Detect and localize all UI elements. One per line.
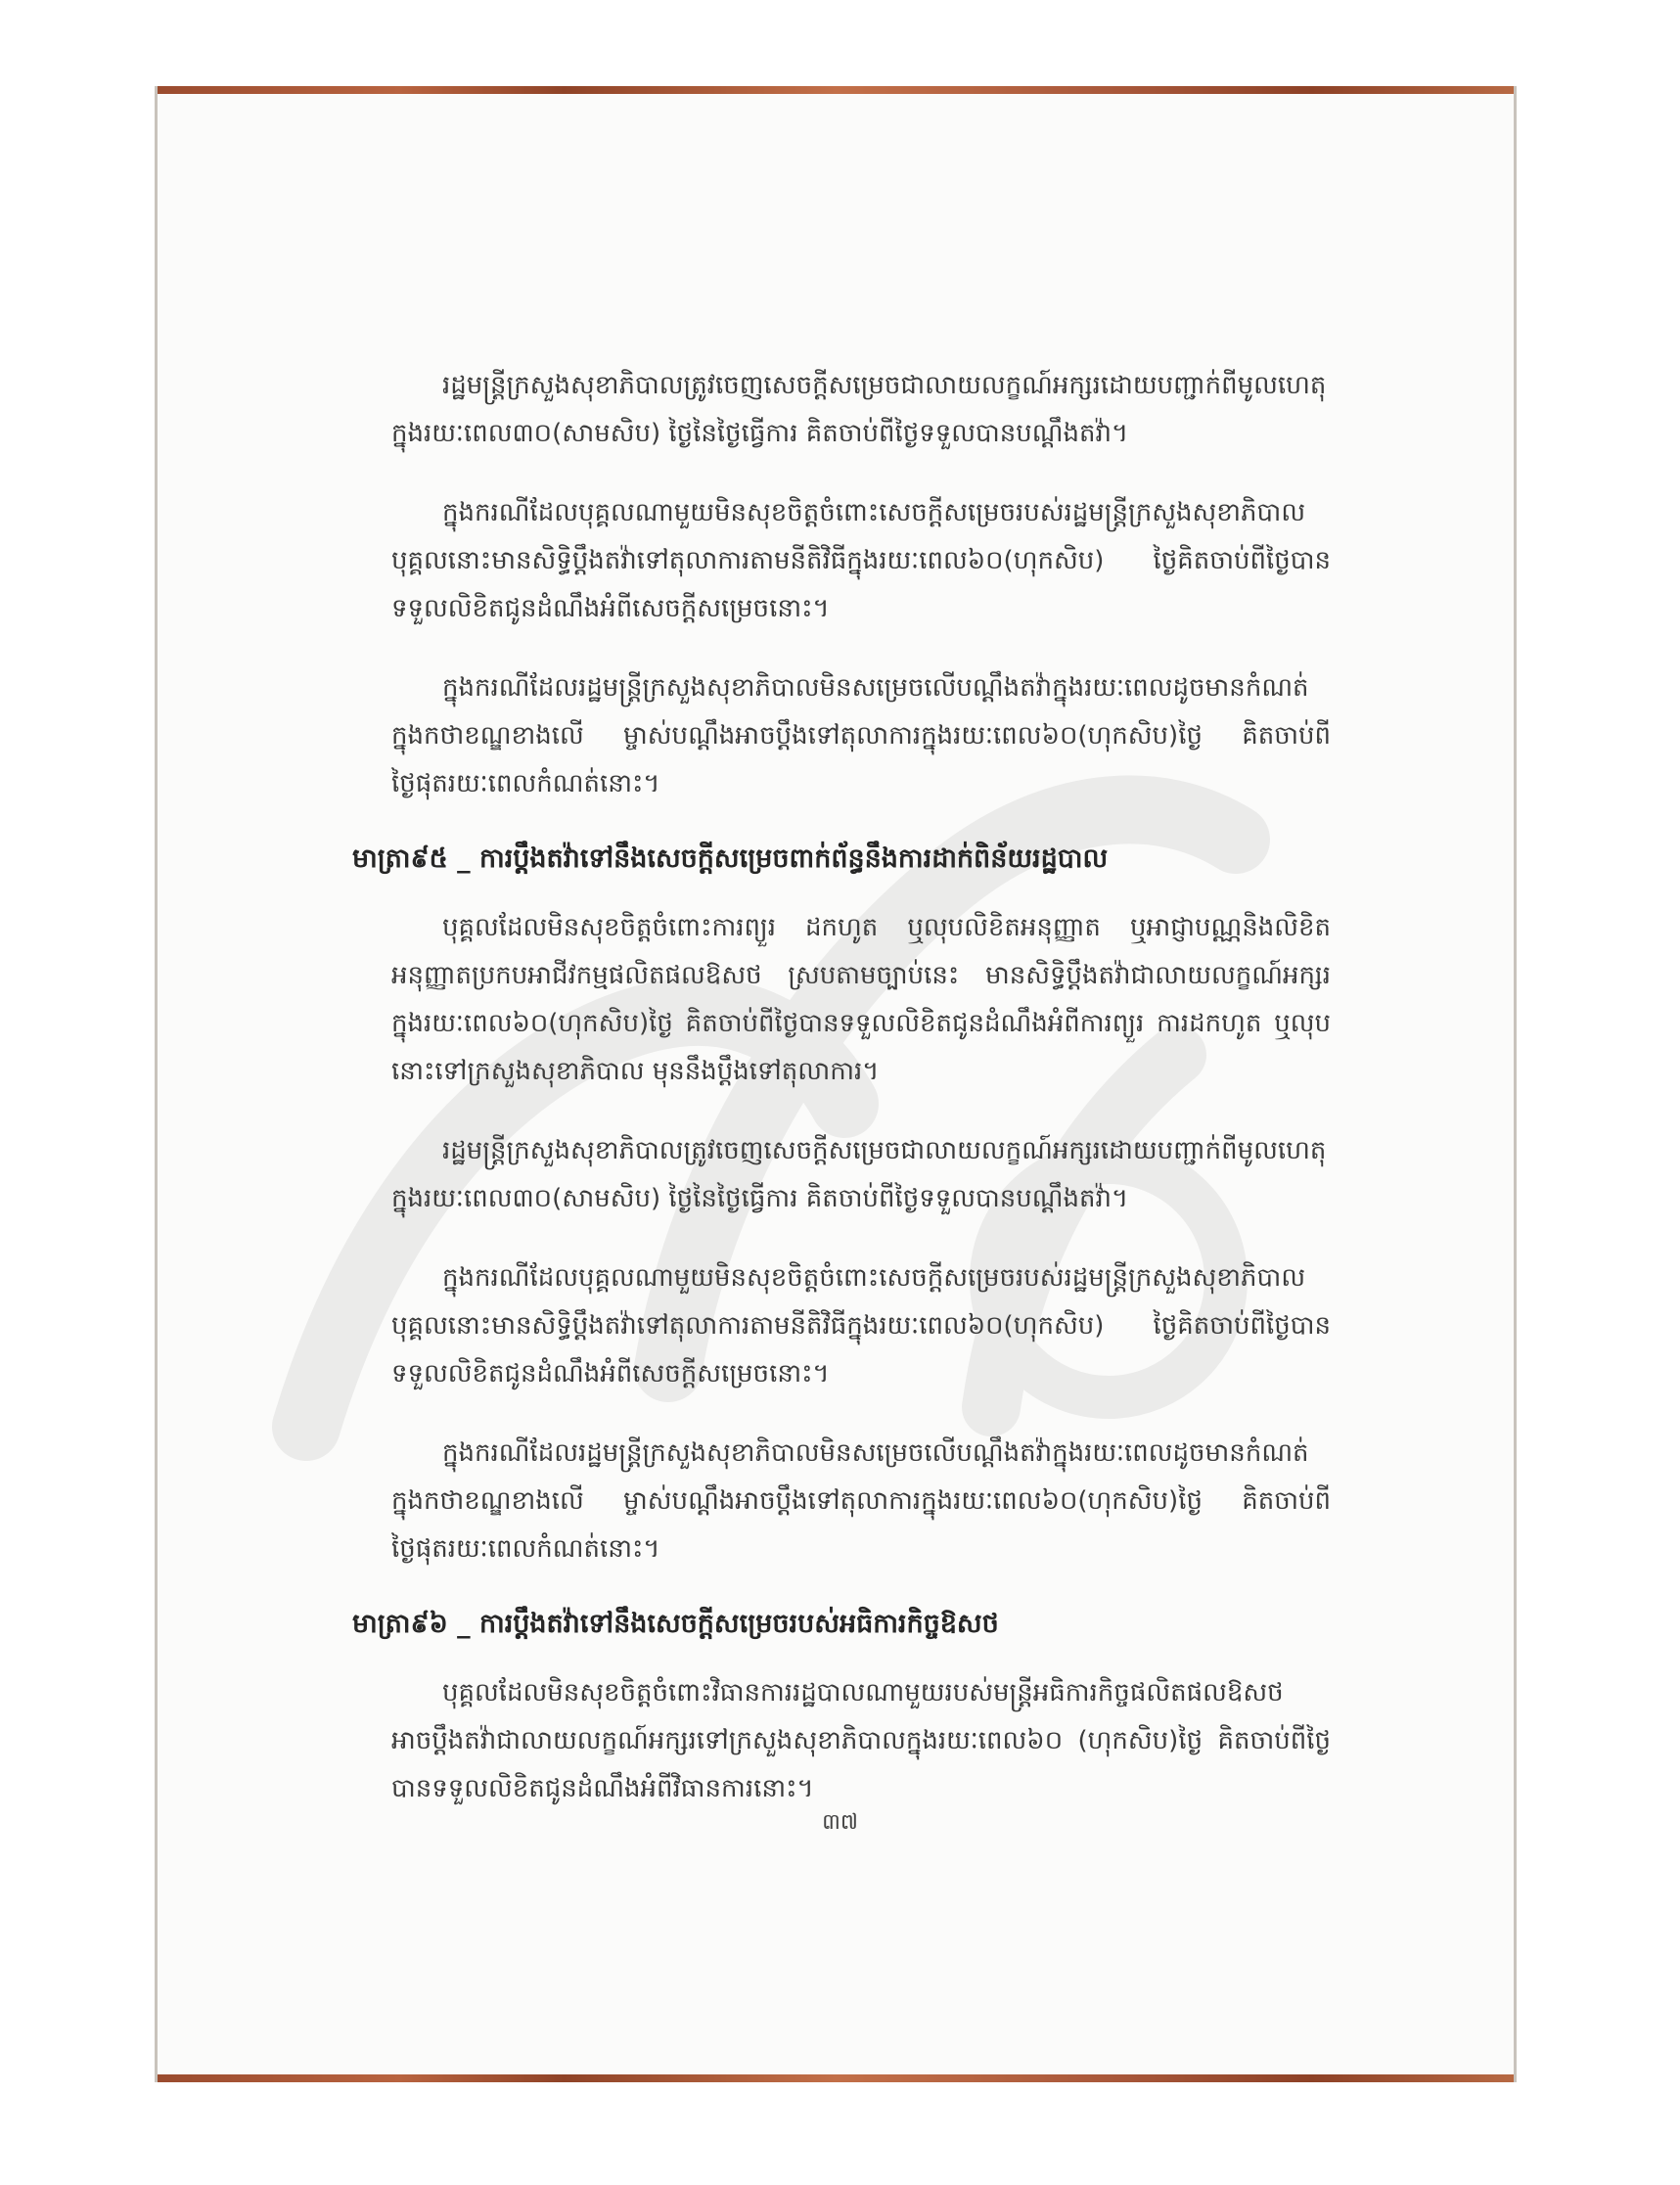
paragraph: ក្នុងករណីដែលបុគ្គលណាមួយមិនសុខចិត្តចំពោះសេចក្តីសម្រេចរបស់រដ្ឋមន្ត្រីក្រសួងសុខាភិបាល បុគ្គលនោះមានសិទ្ធិប្តឹងតវ៉ាទៅតុលាការតាមនីតិវិធីក្នុងរយៈពេល៦០(ហុកសិប) ថ្ងៃគិតចាប់ពីថ្ងៃបានទទួលលិខិតជូនដំណឹងអំពីសេចក្តីសម្រេចនោះ។ (391, 498, 1331, 623)
paragraph: បុគ្គលដែលមិនសុខចិត្តចំពោះការព្យួរ ដកហូត ឬលុបលិខិតអនុញ្ញាត ឬអាជ្ញាបណ្ណនិងលិខិតអនុញ្ញាតប្រកបអាជីវកម្មផលិតផលឱសថ ស្របតាមច្បាប់នេះ មានសិទ្ធិប្តឹងតវ៉ាជាលាយលក្ខណ៍អក្សរក្នុងរយៈពេល៦០(ហុកសិប)ថ្ងៃ គិតចាប់ពីថ្ងៃបានទទួលលិខិតជូនដំណឹងអំពីការព្យួរ ការដកហូត ឬលុបនោះទៅក្រសួងសុខាភិបាល មុននឹងប្តឹងទៅតុលាការ។ (391, 913, 1331, 1086)
article-95-heading: មាត្រា៩៥ _ ការប្តឹងតវ៉ាទៅនឹងសេចក្តីសម្រេចពាក់ព័ន្ធនឹងការដាក់ពិន័យរដ្ឋបាល (352, 843, 1109, 874)
page-top-edge (155, 86, 1517, 94)
paragraph: ក្នុងករណីដែលបុគ្គលណាមួយមិនសុខចិត្តចំពោះសេចក្តីសម្រេចរបស់រដ្ឋមន្ត្រីក្រសួងសុខាភិបាល បុគ្គលនោះមានសិទ្ធិប្តឹងតវ៉ាទៅតុលាការតាមនីតិវិធីក្នុងរយៈពេល៦០(ហុកសិប) ថ្ងៃគិតចាប់ពីថ្ងៃបានទទួលលិខិតជូនដំណឹងអំពីសេចក្តីសម្រេចនោះ។ (391, 1263, 1331, 1388)
paragraph: បុគ្គលដែលមិនសុខចិត្តចំពោះវិធានការរដ្ឋបាលណាមួយរបស់មន្ត្រីអធិការកិច្ចផលិតផលឱសថ អាចប្តឹងតវ៉ាជាលាយលក្ខណ៍អក្សរទៅក្រសួងសុខាភិបាលក្នុងរយៈពេល៦០ (ហុកសិប)ថ្ងៃ គិតចាប់ពីថ្ងៃបានទទួលលិខិតជូនដំណឹងអំពីវិធានការនោះ។ (391, 1678, 1331, 1803)
page-left-edge (155, 86, 158, 2082)
article-96-heading: មាត្រា៩៦ _ ការប្តឹងតវ៉ាទៅនឹងសេចក្តីសម្រេចរបស់អធិការកិច្ចឱសថ (352, 1609, 999, 1639)
paragraph: ក្នុងករណីដែលរដ្ឋមន្ត្រីក្រសួងសុខាភិបាលមិនសម្រេចលើបណ្តឹងតវ៉ាក្នុងរយៈពេលដូចមានកំណត់ក្នុងកថាខណ្ឌខាងលើ ម្ចាស់បណ្តឹងអាចប្តឹងទៅតុលាការក្នុងរយៈពេល៦០(ហុកសិប)ថ្ងៃ គិតចាប់ពីថ្ងៃផុតរយៈពេលកំណត់នោះ។ (391, 673, 1331, 798)
paragraph: រដ្ឋមន្ត្រីក្រសួងសុខាភិបាលត្រូវចេញសេចក្តីសម្រេចជាលាយលក្ខណ៍អក្សរដោយបញ្ជាក់ពីមូលហេតុក្នុងរយៈពេល៣០(សាមសិប) ថ្ងៃនៃថ្ងៃធ្វើការ គិតចាប់ពីថ្ងៃទទួលបានបណ្តឹងតវ៉ា។ (391, 1136, 1327, 1213)
paragraph: រដ្ឋមន្ត្រីក្រសួងសុខាភិបាលត្រូវចេញសេចក្តីសម្រេចជាលាយលក្ខណ៍អក្សរដោយបញ្ជាក់ពីមូលហេតុក្នុងរយៈពេល៣០(សាមសិប) ថ្ងៃនៃថ្ងៃធ្វើការ គិតចាប់ពីថ្ងៃទទួលបានបណ្តឹងតវ៉ា។ (391, 371, 1327, 448)
document-body (352, 362, 1331, 1844)
page-bottom-edge (155, 2074, 1517, 2082)
paragraph: ក្នុងករណីដែលរដ្ឋមន្ត្រីក្រសួងសុខាភិបាលមិនសម្រេចលើបណ្តឹងតវ៉ាក្នុងរយៈពេលដូចមានកំណត់ក្នុងកថាខណ្ឌខាងលើ ម្ចាស់បណ្តឹងអាចប្តឹងទៅតុលាការក្នុងរយៈពេល៦០(ហុកសិប)ថ្ងៃ គិតចាប់ពីថ្ងៃផុតរយៈពេលកំណត់នោះ។ (391, 1438, 1331, 1564)
page-right-edge (1514, 86, 1517, 2082)
page-number: ៣៧ (822, 1810, 858, 1835)
